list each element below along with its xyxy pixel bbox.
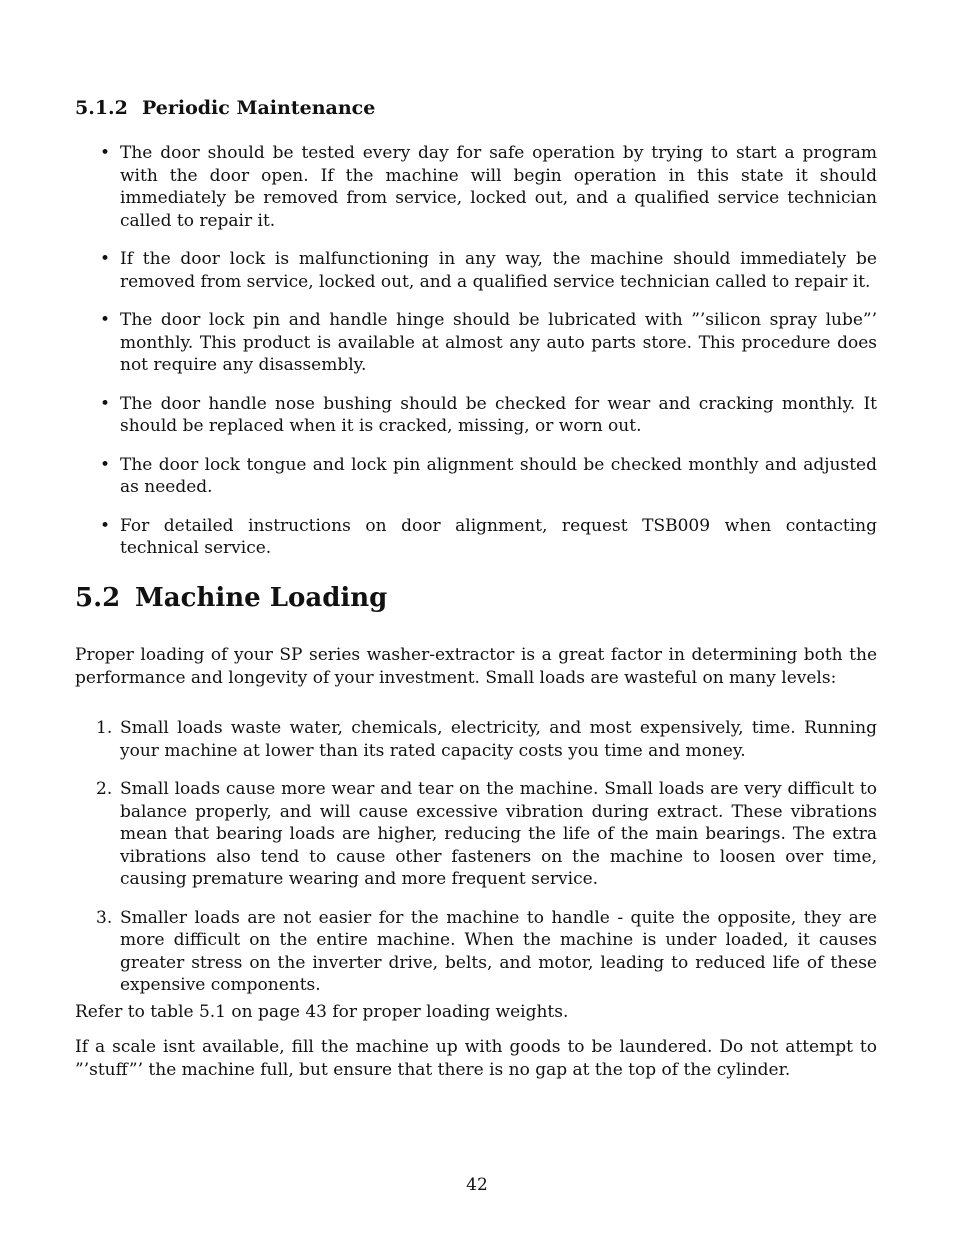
list-item <box>96 717 877 762</box>
number-marker: 3. <box>96 907 113 928</box>
subsection-heading <box>75 96 375 120</box>
list-item-text: The door lock pin and handle hinge should be lubricated with ”’silicon spray lube”’ monthly. This product is available at almost any auto parts store. This procedure does not require any disassembly. <box>120 310 877 375</box>
scale-paragraph: If a scale isnt available, fill the machine up with goods to be laundered. Do not attempt to ”’stuff”’ the machine full, but ensure that there is no gap at the top of the cylinder. <box>75 1037 877 1080</box>
subsection-title: Periodic Maintenance <box>142 97 376 119</box>
bullet-marker: • <box>100 249 111 269</box>
bullet-marker: • <box>100 515 111 536</box>
table-reference-paragraph: Refer to table 5.1 on page 43 for proper loading weights. <box>75 1002 569 1022</box>
number-marker: 2. <box>96 779 113 799</box>
bullet-marker: • <box>100 454 111 475</box>
list-item-text: If the door lock is malfunctioning in any way, the machine should immediately be removed from service, locked out, and a qualified service technician called to repair it. <box>120 249 877 292</box>
list-item <box>96 142 877 232</box>
list-item <box>96 454 877 499</box>
subsection-number: 5.1.2 <box>75 97 128 119</box>
list-item <box>96 907 877 997</box>
list-item <box>96 309 877 377</box>
list-item-text: The door lock tongue and lock pin alignment should be checked monthly and adjusted as needed. <box>120 454 877 497</box>
list-item <box>96 393 877 438</box>
list-item-text: The door should be tested every day for safe operation by trying to start a program with the door open. If the machine will begin operation in this state it should immediately be removed from service, locked out, and a qualified service technician called to repair it. <box>120 143 877 231</box>
number-marker: 1. <box>96 718 113 738</box>
section-number: 5.2 <box>75 583 121 613</box>
list-item-text: The door handle nose bushing should be checked for wear and cracking monthly. It should be replaced when it is cracked, missing, or worn out. <box>120 393 877 436</box>
list-item <box>96 248 877 293</box>
bullet-marker: • <box>100 393 111 414</box>
page-number: 42 <box>466 1175 488 1195</box>
maintenance-list <box>96 142 877 560</box>
section-title: Machine Loading <box>135 583 388 613</box>
intro-paragraph: Proper loading of your SP series washer-extractor is a great factor in determining both the performance and longevity of your investment. Small loads are wasteful on many levels: <box>75 645 877 688</box>
loading-list <box>96 717 877 997</box>
list-item-text: Smaller loads are not easier for the machine to handle - quite the opposite, they are more difficult on the entire machine. When the machine is under loaded, it causes greater stress on the inverter drive, belts, and motor, leading to reduced life of these expensive components. <box>120 907 877 995</box>
list-item-text: Small loads cause more wear and tear on the machine. Small loads are very difficult to balance properly, and will cause excessive vibration during extract. These vibrations mean that bearing loads are higher, reducing the life of the main bearings. The extra vibrations also tend to cause other fasteners on the machine to loosen over time, causing premature wearing and more frequent service. <box>120 779 877 889</box>
list-item-text: Small loads waste water, chemicals, electricity, and most expensively, time. Running your machine at lower than its rated capacity costs you time and money. <box>120 718 877 761</box>
list-item <box>96 515 877 560</box>
list-item <box>96 778 877 891</box>
bullet-marker: • <box>100 310 111 330</box>
section-heading <box>75 582 387 614</box>
bullet-marker: • <box>100 143 111 163</box>
list-item-text: For detailed instructions on door alignment, request TSB009 when contacting technical service. <box>120 515 877 558</box>
